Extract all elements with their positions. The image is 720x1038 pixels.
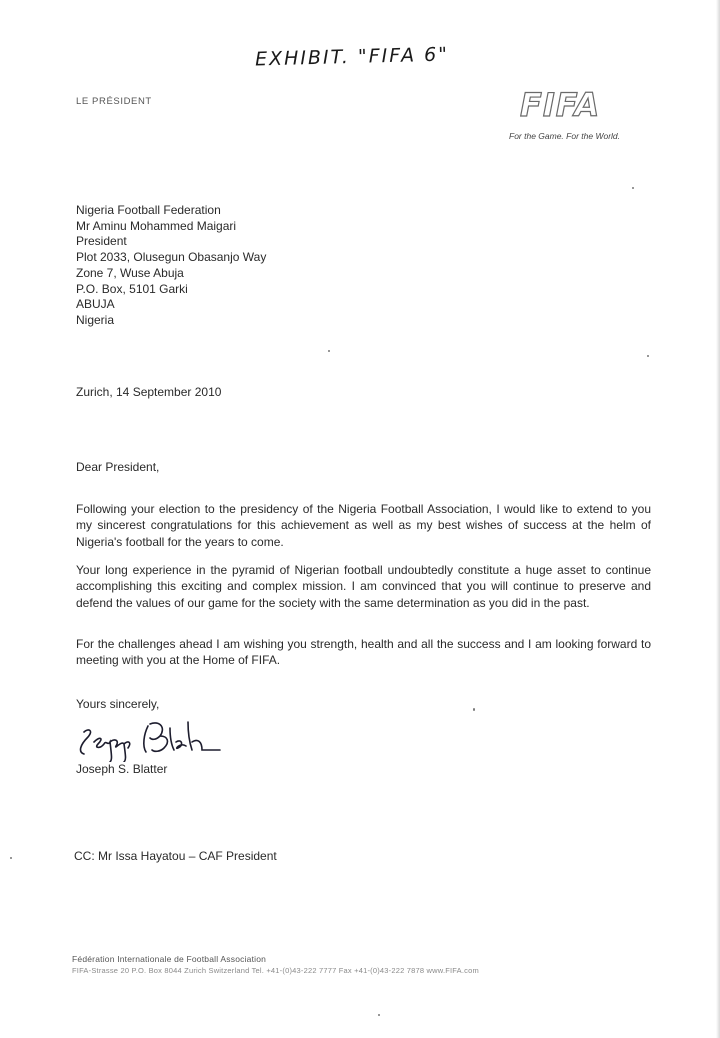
body-paragraph-3: For the challenges ahead I am wishing you strength, health and all the success and I am looking forward to meeting with you at the Home of FIFA. [76,637,651,668]
letterhead-tagline: For the Game. For the World. [509,131,621,141]
scan-speck [632,187,634,189]
closing: Yours sincerely, [76,697,160,711]
address-line: P.O. Box, 5101 Garki [76,281,188,296]
handwritten-exhibit-note: EXHIBIT. "FIFA 6" [254,43,450,71]
scan-speck [10,857,12,859]
scan-edge-shadow [716,0,720,1038]
body-paragraph-2: Your long experience in the pyramid of Nigerian football undoubtedly constitute a huge asset to continue accomplishing this exciting and complex mission. I am convinced that you will continue to preserve and defend the values of our game for the society with the same determination as you did in the past. [76,563,651,610]
recipient-address [76,203,266,329]
scan-speck [378,1014,380,1016]
cc-line: CC: Mr Issa Hayatou – CAF President [74,849,277,863]
address-line: Zone 7, Wuse Abuja [76,265,184,280]
handwritten-signature [70,712,230,762]
signatory-name: Joseph S. Blatter [76,762,168,776]
address-line: Nigeria Football Federation [76,203,221,217]
salutation: Dear President, [76,460,160,474]
scan-speck [328,350,330,352]
letter-date: Zurich, 14 September 2010 [76,385,222,399]
footer-organisation: Fédération Internationale de Football Association [72,954,267,964]
body-paragraph-1: Following your election to the presidency of the Nigeria Football Association, I would like to extend to you my sincerest congratulations for this achievement as well as my best wishes of success at the helm of Nigeria's football for the years to come. [76,502,651,549]
scan-speck [647,355,649,357]
address-line: President [76,234,127,249]
scan-speck [473,708,475,711]
address-line: ABUJA [76,297,115,312]
fifa-logo: FIFA [520,86,601,124]
address-line: Mr Aminu Mohammed Maigari [76,218,237,233]
letterhead-office: LE PRÉSIDENT [76,96,152,107]
footer-contact: FIFA-Strasse 20 P.O. Box 8044 Zurich Switzerland Tel. +41-(0)43-222 7777 Fax +41-(0)43-222 7878 www.FIFA.com [72,966,479,975]
address-line: Plot 2033, Olusegun Obasanjo Way [76,250,267,265]
address-line: Nigeria [76,312,115,327]
